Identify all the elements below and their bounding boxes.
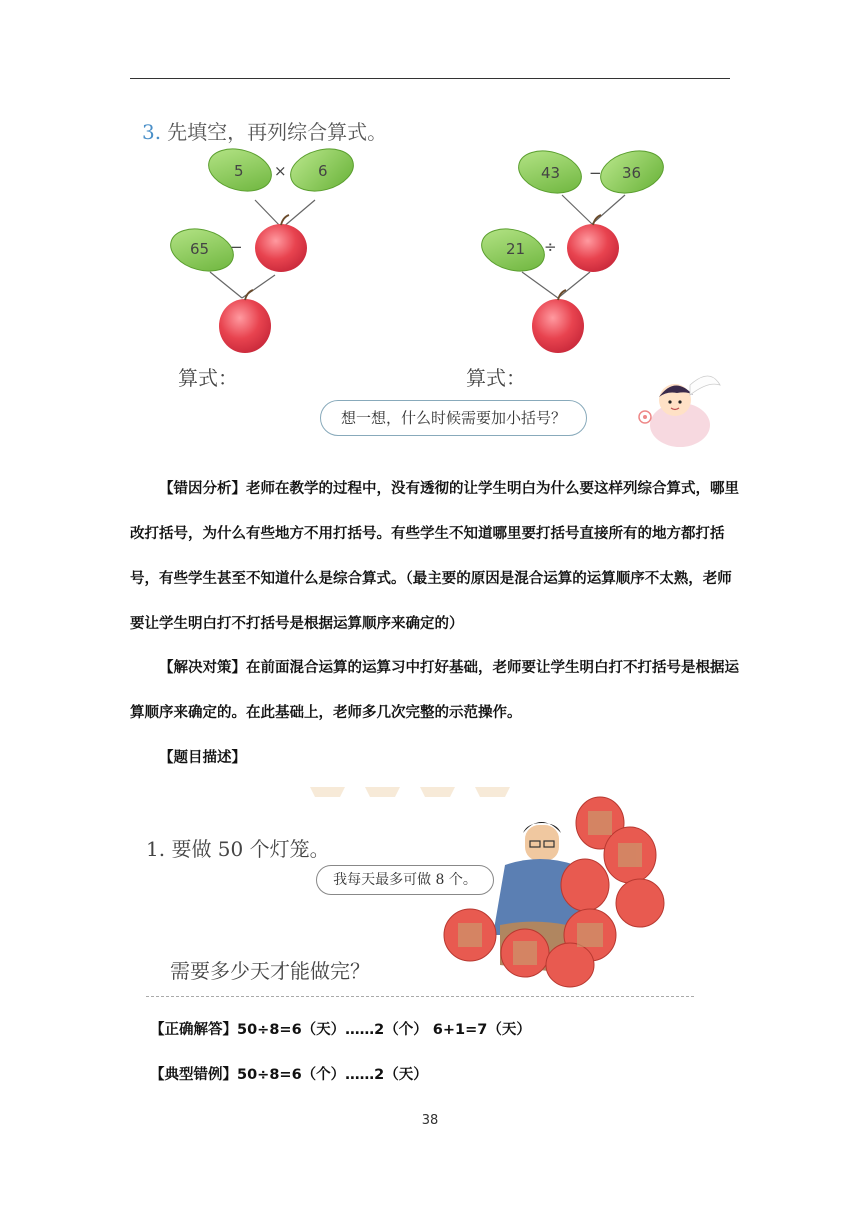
question-1-block (140, 785, 700, 1000)
operator: × (274, 162, 287, 180)
leaf-value: 36 (622, 164, 642, 182)
question-3-number: 3. (142, 120, 162, 144)
apple-mid-a (255, 224, 307, 272)
operator: − (589, 164, 602, 182)
leaf-value: 21 (506, 240, 526, 258)
question-1-prompt: 需要多少天才能做完？ (170, 959, 370, 983)
apple-bottom-a (219, 299, 271, 353)
top-rule (130, 78, 730, 79)
operator: − (230, 238, 243, 256)
question-3-text: 先填空，再列综合算式。 (167, 120, 388, 144)
solution-paragraph: 【解决对策】在前面混合运算的运算习中打好基础，老师要让学生明白打不打括号是根据运算顺序来确定的。在此基础上，老师多几次完整的示范操作。 (130, 660, 739, 721)
question-3-block (130, 110, 730, 440)
error-analysis-paragraph: 【错因分析】老师在教学的过程中，没有透彻的让学生明白为什么要这样列综合算式，哪里改打括号，为什么有些地方不用打括号。有些学生不知道哪里要打括号直接所有的地方都打括号，有些学生甚至不知道什么是综合算式。（最主要的原因是混合运算的运算顺序不太熟，老师要让学生明白打不打括号是根据运算顺序来确定的） (130, 481, 739, 632)
girl-character-illustration (635, 365, 725, 455)
leaf-value: 65 (190, 240, 210, 258)
leaf-value: 5 (234, 162, 244, 180)
correct-answer-line: 【正确解答】50÷8=6（天）……2（个） 6+1=7（天） (150, 1022, 531, 1038)
apple-mid-b (567, 224, 619, 272)
craftsman-speech-bubble: 我每天最多可做 8 个。 (316, 865, 494, 895)
leaf-value: 6 (318, 162, 328, 180)
question-1-title: 1. 要做 50 个灯笼。 (146, 837, 330, 861)
operator: ÷ (544, 238, 557, 256)
typical-error-line: 【典型错例】50÷8=6（个）……2（天） (150, 1067, 428, 1083)
formula-label-left: 算式： (178, 366, 238, 390)
apple-bottom-b (532, 299, 584, 353)
dashed-divider (146, 996, 694, 997)
description-heading: 【题目描述】 (159, 750, 246, 766)
page-number: 38 (421, 1113, 439, 1128)
formula-label-right: 算式： (466, 366, 526, 390)
leaf-value: 43 (541, 164, 561, 182)
hint-speech-bubble: 想一想，什么时候需要加小括号？ (320, 400, 587, 436)
